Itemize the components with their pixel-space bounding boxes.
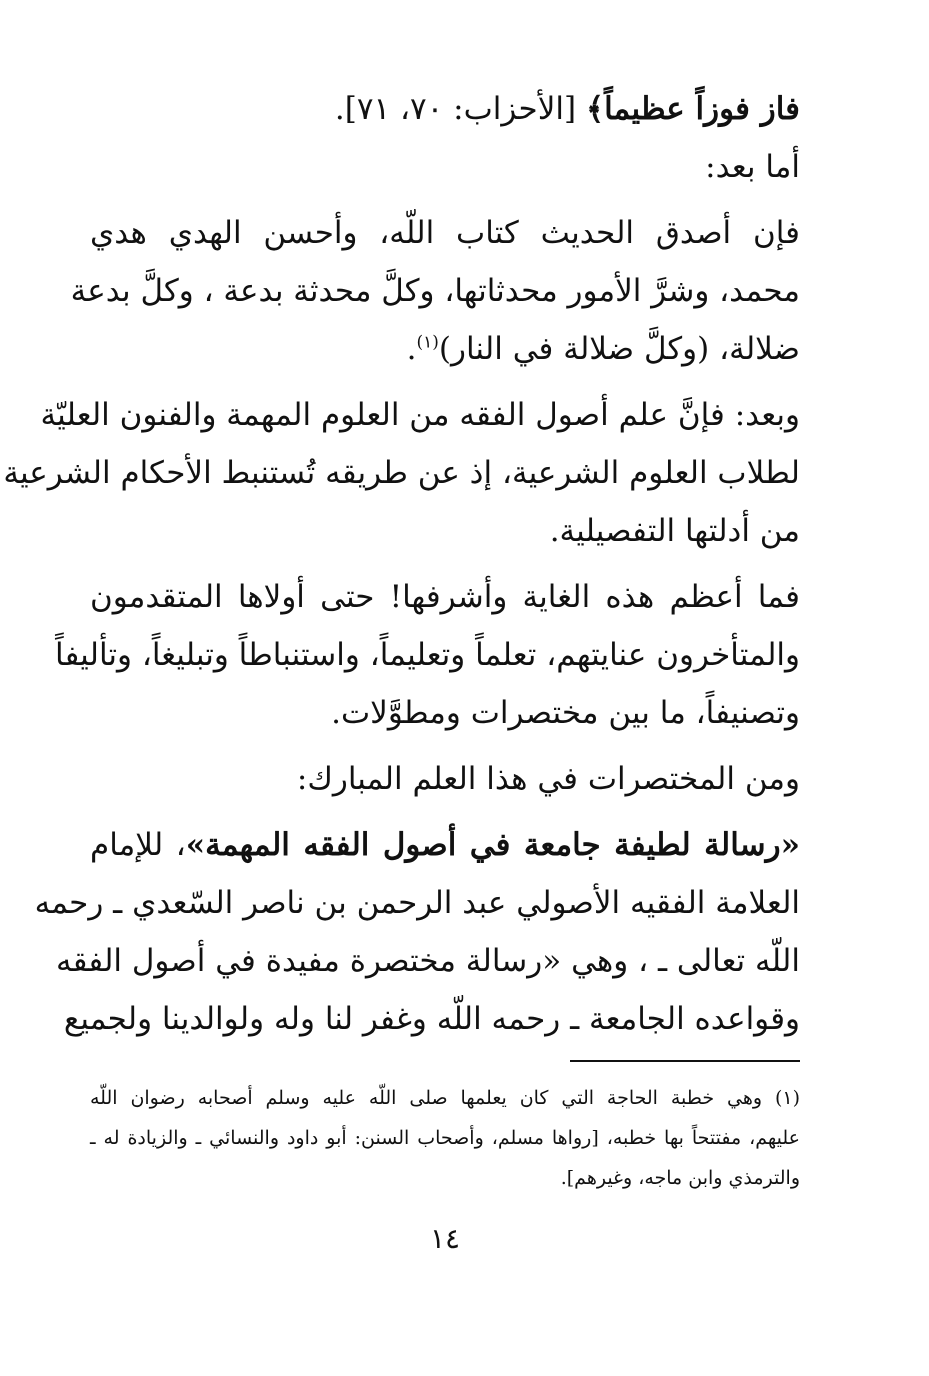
- paragraph-4: ومن المختصرات في هذا العلم المبارك:: [296, 761, 800, 797]
- paragraph-2: [3, 386, 800, 560]
- verse-text: فاز فوزاً عظيماً﴾: [585, 91, 800, 127]
- paragraph-5: [34, 816, 801, 1048]
- paragraph-3: [55, 568, 800, 742]
- paragraph-line: «رسالة لطيفة جامعة في أصول الفقه المهمة»، للإمام: [90, 827, 801, 863]
- verse-closing-line: [90, 80, 800, 138]
- paragraph-line: فإن أصدق الحديث كتاب اللّه، وأحسن الهدي هدي: [90, 215, 800, 251]
- paragraph-line: العلامة الفقيه الأصولي عبد الرحمن بن ناصر السّعدي ـ رحمه: [34, 885, 800, 921]
- paragraph-line: وبعد: فإنَّ علم أصول الفقه من العلوم المهمة والفنون العليّة: [40, 397, 800, 433]
- footnotes: [90, 1078, 800, 1198]
- paragraph-1: [70, 204, 800, 378]
- page-body: [3, 80, 801, 1310]
- footnote-line: (١) وهي خطبة الحاجة التي كان يعلمها صلى اللّه عليه وسلم أصحابه رضوان اللّه: [90, 1087, 800, 1109]
- paragraph-line: لطلاب العلوم الشرعية، إذ عن طريقه تُستنبط الأحكام الشرعية: [3, 455, 800, 491]
- footnote-line: والترمذي وابن ماجه، وغيرهم].: [560, 1167, 800, 1189]
- amma-baad-line: أما بعد:: [705, 149, 800, 185]
- book-title: «رسالة لطيفة جامعة في أصول الفقه المهمة»: [185, 827, 801, 863]
- paragraph-line: ضلالة، (وكلَّ ضلالة في النار)$^{(١)}$.: [406, 331, 800, 367]
- footnote-marker[interactable]: (١): [416, 332, 439, 353]
- paragraph-line: من أدلتها التفصيلية.: [549, 513, 800, 549]
- footnote-divider: [570, 1060, 800, 1062]
- paragraph-line: والمتأخرون عنايتهم، تعلماً وتعليماً، واستنباطاً وتبليغاً، وتأليفاً: [55, 637, 800, 673]
- paragraph-line: اللّه تعالى ـ ، وهي «رسالة مختصرة مفيدة في أصول الفقه: [56, 943, 800, 979]
- paragraph-line: وقواعده الجامعة ـ رحمه اللّه وغفر لنا وله ولوالدينا ولجميع: [63, 1001, 800, 1037]
- footnote-line: عليهم، مفتتحاً بها خطبه، [رواها مسلم، وأصحاب السنن: أبو داود والنسائي ـ والزيادة له ـ: [90, 1127, 800, 1149]
- paragraph-line: محمد، وشرَّ الأمور محدثاتها، وكلَّ محدثة بدعة ، وكلَّ بدعة: [70, 273, 800, 309]
- page-number: ١٤: [429, 1222, 461, 1255]
- paragraph-line: فما أعظم هذه الغاية وأشرفها! حتى أولاها المتقدمون: [90, 579, 800, 615]
- verse-reference: [الأحزاب: ٧٠، ٧١].: [334, 91, 586, 127]
- paragraph-line: وتصنيفاً، ما بين مختصرات ومطوَّلات.: [331, 695, 800, 731]
